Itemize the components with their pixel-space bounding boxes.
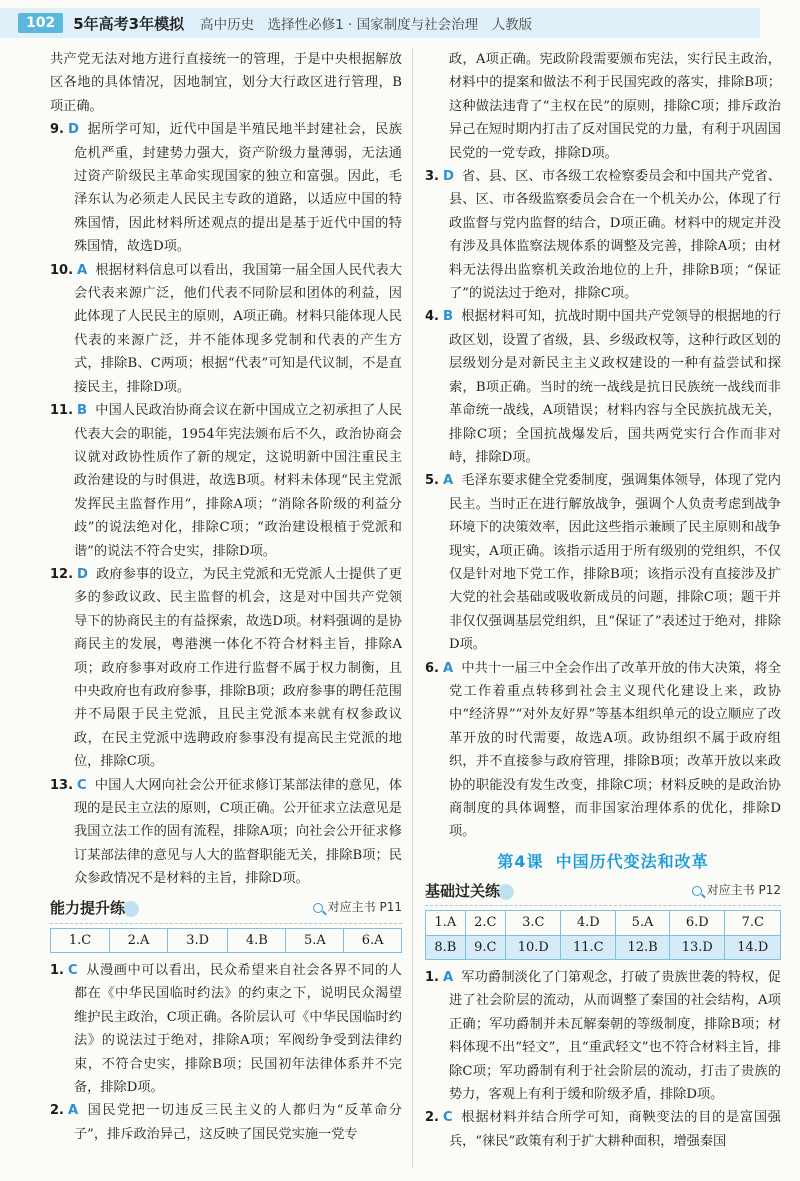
lesson-title — [425, 850, 781, 873]
answer-grid — [50, 928, 402, 953]
answer-grid — [425, 910, 781, 960]
page-header — [0, 0, 800, 38]
section-heading — [425, 879, 781, 906]
right-column — [425, 48, 781, 1153]
answer-item: 13. C 中国人大网向社会公开征求修订某部法律的意见，体现的是民主立法的原则，C项正确。公开征求立法意见是我国立法工作的固有流程，排除A项；向社会公开征求修订某部法律的意见与人大的监督职能无关，排除B项；民众参政情况不是材料的主旨，排除D项。 — [50, 777, 402, 887]
answer-item: 1. A 军功爵制淡化了门第观念，打破了贵族世袭的特权，促进了社会阶层的流动，从而调整了秦国的社会结构，A项正确；军功爵制并未瓦解秦朝的等级制度，排除B项；材料体现不出“轻文”，且“重武轻文”也不符合材料主旨，排除C项；军功爵制有利于社会阶层的流动，打击了贵族的势力，客观上有利于缓和阶级矛盾，排除D项。 — [425, 970, 781, 1103]
answer-item: 9. D 据所学可知，近代中国是半殖民地半封建社会，民族危机严重，封建势力强大，资产阶级力量薄弱，无法通过资产阶级民主革命实现国家的独立和富强。因此，毛泽东认为必须走人民民主专政的道路，以适应中国的特殊国情，因此材料所述观点的提出是基于近代中国的特殊国情，故选D项。 — [50, 122, 402, 255]
answer-item: 3. D 省、县、区、市各级工农检察委员会和中国共产党省、县、区、市各级监察委员会合在一个机关办公，体现了行政监督与党内监督的结合，D项正确。材料中的规定并没有涉及具体监察法规体系的调整及完善，排除A项；由材料无法得出监察机关政治地位的上升，排除B项；“保证了”的说法过于绝对，排除C项。 — [425, 169, 781, 302]
answer-cell: 4.D — [561, 911, 616, 935]
section-ref: 对应主书 P11 — [313, 896, 402, 922]
answer-cell: 1.A — [426, 911, 466, 935]
answer-cell: 2.A — [110, 928, 168, 952]
continued-text: 共产党无法对地方进行直接统一的管理，于是中央根据解放区各地的具体情况，因地制宜，划分大行政区进行管理，B项正确。 — [50, 52, 402, 114]
section-title: 能力提升练 — [50, 897, 125, 922]
answer-item: 2. A 国民党把一切违反三民主义的人都归为“反革命分子”，排斥政治异己，这反映了国民党实施一党专 — [50, 1103, 402, 1142]
answer-cell: 8.B — [426, 935, 466, 959]
answer-cell: 5.A — [286, 928, 344, 952]
answer-cell: 1.C — [51, 928, 110, 952]
answer-cell: 10.D — [506, 935, 561, 959]
answer-cell: 6.D — [670, 911, 725, 935]
search-icon — [313, 903, 323, 913]
section-title: 基础过关练 — [425, 880, 500, 905]
answer-cell: 3.D — [167, 928, 227, 952]
answer-cell: 14.D — [725, 935, 781, 959]
section-ref: 对应主书 P12 — [692, 879, 781, 905]
answer-cell: 3.C — [506, 911, 561, 935]
page-number: 102 — [18, 13, 63, 33]
answer-item: 2. C 根据材料并结合所学可知，商鞅变法的目的是富国强兵，“徕民”政策有利于扩大耕种面积，增强秦国 — [425, 1110, 781, 1149]
answer-item: 1. C 从漫画中可以看出，民众希望来自社会各界不同的人都在《中华民国临时约法》的约束之下，说明民众渴望维护民主政治，C项正确。各阶层认可《中华民国临时约法》的说法过于绝对，排除A项；军阀纷争受到法律约束，不符合史实，排除B项；民国初年法律体系并不完备，排除D项。 — [50, 963, 402, 1096]
answer-cell: 13.D — [670, 935, 725, 959]
answer-item: 5. A 毛泽东要求健全党委制度，强调集体领导，体现了党内民主。当时正在进行解放战争，强调个人负责考虑到战争环境下的决策效率，因此这些指示兼顾了民主原则和战争现实，A项正确。该指示适用于所有级别的党组织，不仅仅是针对地下党工作，排除B项；该指示没有直接涉及扩大党的社会基础或吸收新成员的问题，排除C项；题干并非仅仅强调基层党组织，且“保证了”表述过于绝对，排除D项。 — [425, 473, 781, 653]
section-heading — [50, 897, 402, 924]
continued-text: 政，A项正确。宪政阶段需要颁布宪法，实行民主政治，材料中的提案和做法不利于民国宪政的落实，排除B项；这种做法违背了“主权在民”的原则，排除C项；排斥政治异己在短时期内打击了反对国民党的力量，有利于巩固国民党的一党专政，排除D项。 — [449, 52, 781, 161]
answer-item: 10. A 根据材料信息可以看出，我国第一届全国人民代表大会代表来源广泛，他们代表不同阶层和团体的利益，因此体现了人民民主的原则，A项正确。材料只能体现人民代表的来源广泛，并不能体现多党制和代表的产生方式，排除B、C两项；根据“代表”可知是代议制，不是直接民主，排除D项。 — [50, 262, 402, 395]
answer-cell: 4.B — [228, 928, 286, 952]
answer-cell: 9.C — [465, 935, 505, 959]
search-icon — [692, 886, 702, 896]
book-subject: 高中历史 选择性必修1 · 国家制度与社会治理 人教版 — [200, 17, 533, 33]
book-series: 5年高考3年模拟 — [73, 14, 185, 33]
answer-item: 4. B 根据材料可知，抗战时期中国共产党领导的根据地的行政区划，设置了省级，县、乡级政权等，这种行政区划的层级划分是对新民主主义政权建设的一种有益尝试和探索，B项正确。当时的统一战线是抗日民族统一战线而非革命统一战线，A项错误；材料内容与全民族抗战无关，排除C项；全国抗战爆发后，国共两党实行合作而非对峙，排除D项。 — [425, 309, 781, 465]
answer-item: 6. A 中共十一届三中全会作出了改革开放的伟大决策，将全党工作着重点转移到社会主义现代化建设上来，政协中“经济界”“对外友好界”等基本组织单元的设立顺应了改革开放的时代需要，故选A项。政协组织不属于政府组织，并不直接参与政府管理，排除B项；改革开放以来政协的职能没有发生改变，排除C项；材料反映的是政治协商制度的具体调整，而非国家治理体系的优化，排除D项。 — [425, 660, 781, 840]
answer-item: 11. B 中国人民政治协商会议在新中国成立之初承担了人民代表大会的职能，1954年宪法颁布后不久，政治协商会议就对政协性质作了新的规定，这说明新中国注重民主政治建设的与时俱进，故选B项。材料未体现“民主党派发挥民主监督作用”，排除A项；“消除各阶级的利益分歧”的说法绝对化，排除C项；“政治建设根植于党派和谐”的说法不符合史实，排除D项。 — [50, 403, 402, 559]
answer-cell: 11.C — [561, 935, 616, 959]
answer-item: 12. D 政府参事的设立，为民主党派和无党派人士提供了更多的参政议政、民主监督的机会，这是对中国共产党领导下的协商民主的有益探索，故选D项。材料强调的是协商民主的发展，粤港澳一体化不符合材料主旨，排除A项；政府参事对政府工作进行监督不属于权力制衡，且中央政府也有政府参事，排除B项；政府参事的聘任范围并不局限于民主党派，且民主党派本来就有权参政议政，在民主党派中选聘政府参事没有提高民主党派的地位，排除C项。 — [50, 566, 402, 770]
answer-cell: 5.A — [616, 911, 670, 935]
answer-cell: 6.A — [344, 928, 402, 952]
answer-cell: 7.C — [725, 911, 781, 935]
answer-cell: 12.B — [616, 935, 670, 959]
lesson-name: 中国历代变法和改革 — [555, 851, 709, 871]
answer-cell: 2.C — [465, 911, 505, 935]
left-column — [50, 48, 402, 1146]
column-divider — [412, 48, 413, 1168]
lesson-number: 第4课 — [497, 851, 544, 871]
